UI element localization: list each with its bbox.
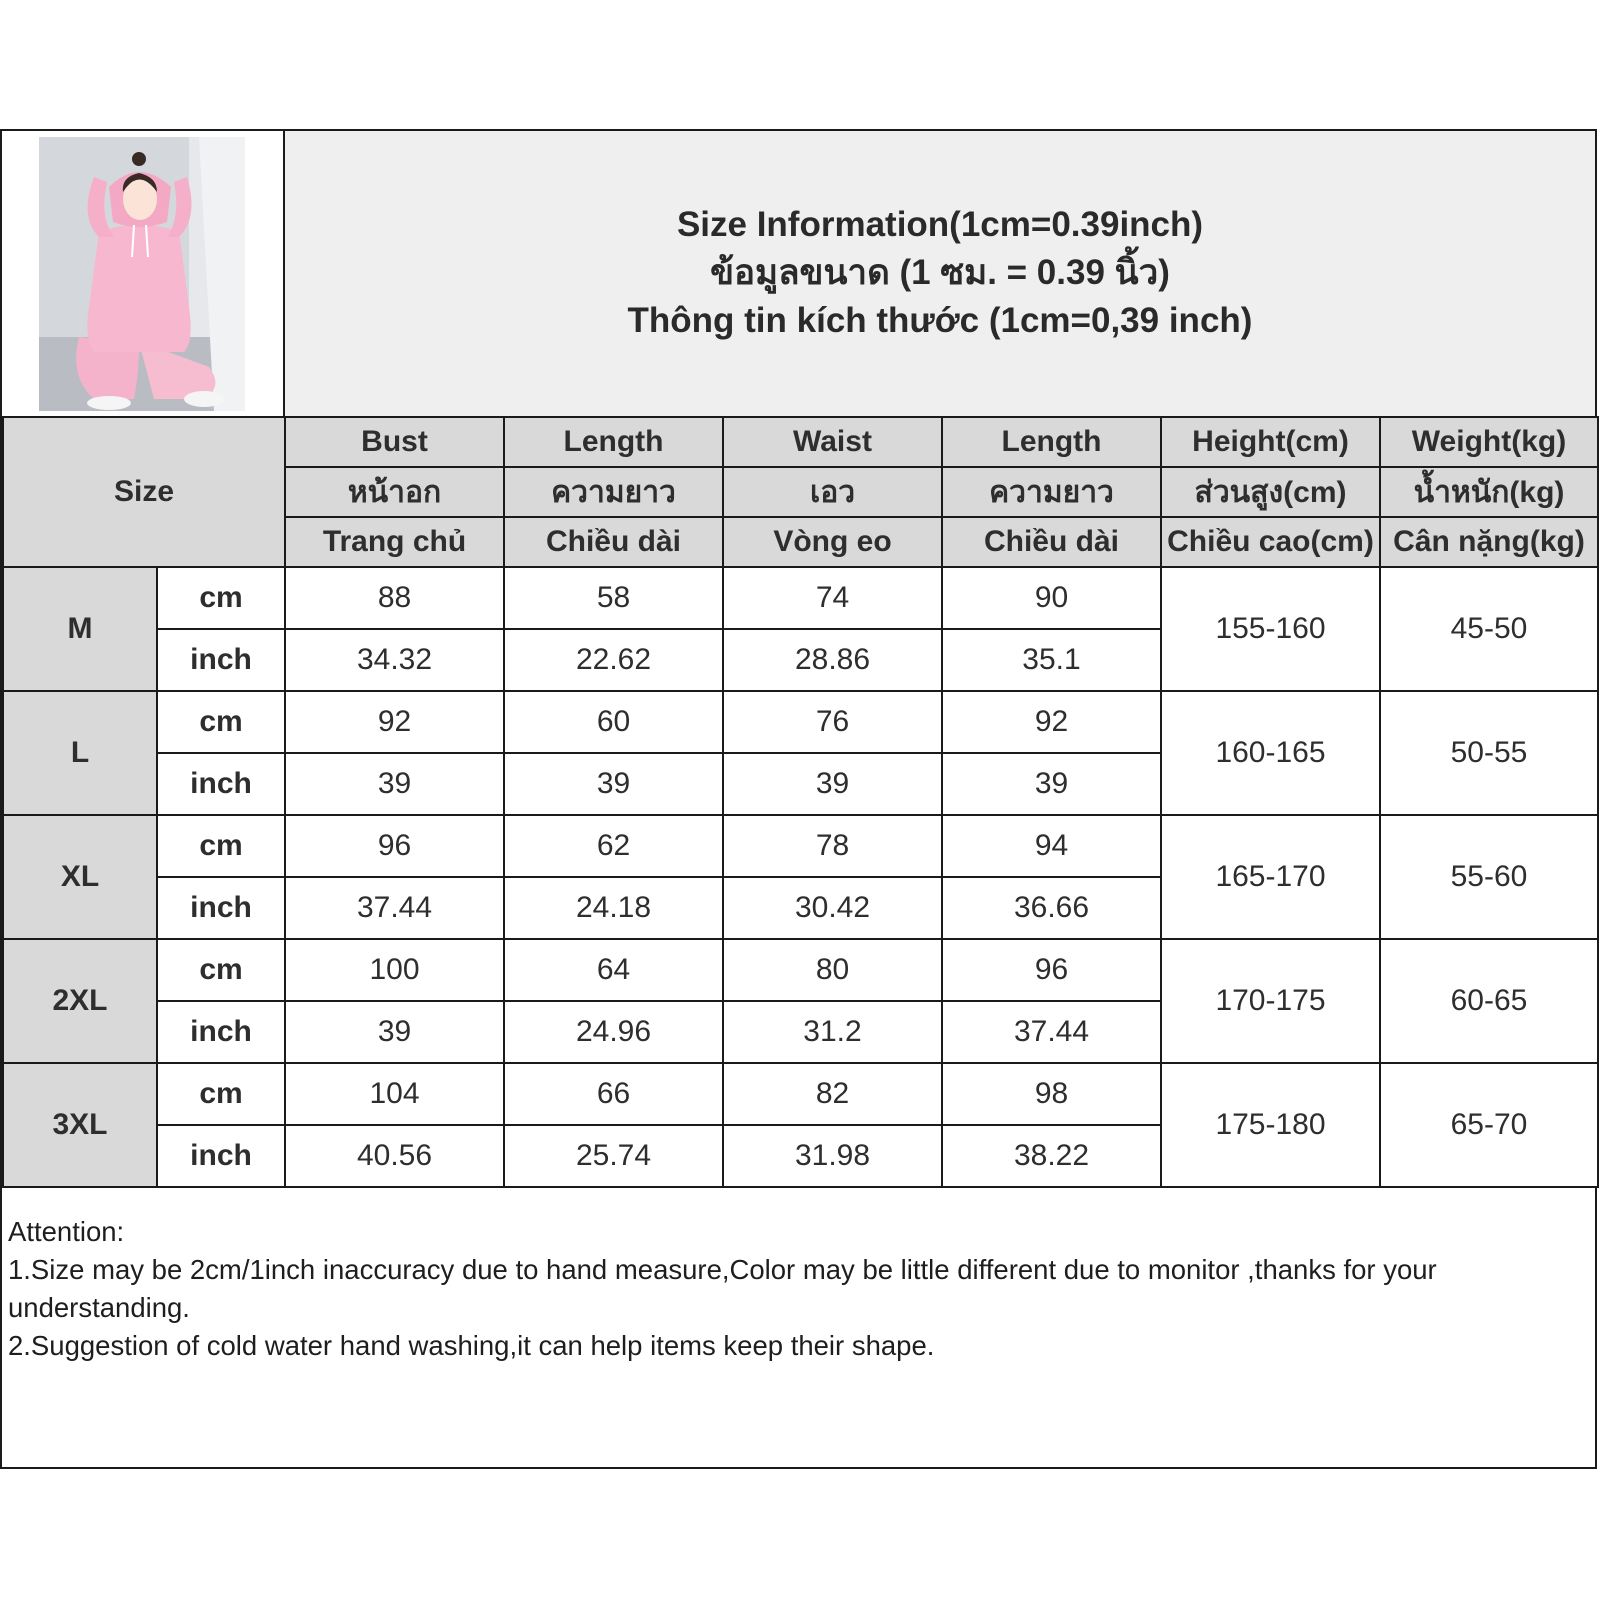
height-range: 165-170	[1161, 815, 1380, 939]
length2-cm: 92	[942, 691, 1161, 753]
size-table	[2, 416, 1599, 1188]
waist-cm: 80	[723, 939, 942, 1001]
bust-cm: 104	[285, 1063, 504, 1125]
col-bust-th: หน้าอก	[285, 467, 504, 517]
length-cm: 64	[504, 939, 723, 1001]
col-waist-vi: Vòng eo	[723, 517, 942, 567]
unit-cm: cm	[157, 815, 285, 877]
title-cell	[285, 131, 1595, 416]
col-length2-en: Length	[942, 417, 1161, 467]
weight-range: 60-65	[1380, 939, 1598, 1063]
unit-cm: cm	[157, 691, 285, 753]
bust-inch: 40.56	[285, 1125, 504, 1187]
col-length-th: ความยาว	[504, 467, 723, 517]
col-height-vi: Chiều cao(cm)	[1161, 517, 1380, 567]
unit-inch: inch	[157, 1125, 285, 1187]
length2-cm: 96	[942, 939, 1161, 1001]
header-row-english	[3, 417, 1598, 467]
unit-inch: inch	[157, 753, 285, 815]
height-range: 160-165	[1161, 691, 1380, 815]
length-inch: 39	[504, 753, 723, 815]
length-cm: 66	[504, 1063, 723, 1125]
model-photo	[39, 137, 245, 411]
bust-cm: 96	[285, 815, 504, 877]
unit-cm: cm	[157, 1063, 285, 1125]
col-length-vi: Chiều dài	[504, 517, 723, 567]
col-weight-th: น้ำหนัก(kg)	[1380, 467, 1598, 517]
waist-inch: 31.98	[723, 1125, 942, 1187]
height-range: 170-175	[1161, 939, 1380, 1063]
waist-cm: 76	[723, 691, 942, 753]
unit-cm: cm	[157, 567, 285, 629]
title-vietnamese: Thông tin kích thước (1cm=0,39 inch)	[627, 301, 1253, 340]
length2-cm: 94	[942, 815, 1161, 877]
size-label: 2XL	[3, 939, 157, 1063]
waist-inch: 30.42	[723, 877, 942, 939]
length-cm: 62	[504, 815, 723, 877]
size-label: 3XL	[3, 1063, 157, 1187]
length2-inch: 35.1	[942, 629, 1161, 691]
notes-heading: Attention:	[8, 1216, 125, 1247]
length2-inch: 39	[942, 753, 1161, 815]
size-column-title: Size	[3, 417, 285, 567]
col-length-en: Length	[504, 417, 723, 467]
waist-cm: 78	[723, 815, 942, 877]
table-row	[3, 939, 1598, 1001]
unit-inch: inch	[157, 1001, 285, 1063]
weight-range: 65-70	[1380, 1063, 1598, 1187]
bust-inch: 37.44	[285, 877, 504, 939]
length-inch: 22.62	[504, 629, 723, 691]
length2-inch: 38.22	[942, 1125, 1161, 1187]
attention-notes	[8, 1213, 1580, 1365]
table-row	[3, 1063, 1598, 1125]
col-waist-en: Waist	[723, 417, 942, 467]
length2-cm: 98	[942, 1063, 1161, 1125]
col-bust-en: Bust	[285, 417, 504, 467]
bust-inch: 39	[285, 1001, 504, 1063]
note-item-1: 1.Size may be 2cm/1inch inaccuracy due to hand measure,Color may be little different due to monitor ,thanks for your understanding.	[8, 1254, 1437, 1323]
bust-cm: 88	[285, 567, 504, 629]
weight-range: 45-50	[1380, 567, 1598, 691]
note-item-2: 2.Suggestion of cold water hand washing,it can help items keep their shape.	[8, 1330, 935, 1361]
unit-inch: inch	[157, 877, 285, 939]
length-inch: 25.74	[504, 1125, 723, 1187]
bust-cm: 92	[285, 691, 504, 753]
col-weight-vi: Cân nặng(kg)	[1380, 517, 1598, 567]
length-cm: 60	[504, 691, 723, 753]
unit-inch: inch	[157, 629, 285, 691]
height-range: 175-180	[1161, 1063, 1380, 1187]
length-inch: 24.18	[504, 877, 723, 939]
size-label: M	[3, 567, 157, 691]
col-waist-th: เอว	[723, 467, 942, 517]
table-row	[3, 691, 1598, 753]
length2-inch: 36.66	[942, 877, 1161, 939]
size-label: XL	[3, 815, 157, 939]
col-height-th: ส่วนสูง(cm)	[1161, 467, 1380, 517]
bust-inch: 34.32	[285, 629, 504, 691]
weight-range: 50-55	[1380, 691, 1598, 815]
waist-inch: 31.2	[723, 1001, 942, 1063]
title-english: Size Information(1cm=0.39inch)	[676, 205, 1204, 244]
photo-cell	[2, 131, 285, 416]
col-length2-th: ความยาว	[942, 467, 1161, 517]
length-inch: 24.96	[504, 1001, 723, 1063]
unit-cm: cm	[157, 939, 285, 1001]
col-bust-vi: Trang chủ	[285, 517, 504, 567]
weight-range: 55-60	[1380, 815, 1598, 939]
bust-inch: 39	[285, 753, 504, 815]
length2-inch: 37.44	[942, 1001, 1161, 1063]
bust-cm: 100	[285, 939, 504, 1001]
title-thai: ข้อมูลขนาด (1 ซม. = 0.39 นิ้ว)	[710, 253, 1170, 292]
col-height-en: Height(cm)	[1161, 417, 1380, 467]
waist-inch: 39	[723, 753, 942, 815]
table-row	[3, 567, 1598, 629]
waist-cm: 82	[723, 1063, 942, 1125]
waist-inch: 28.86	[723, 629, 942, 691]
col-weight-en: Weight(kg)	[1380, 417, 1598, 467]
size-label: L	[3, 691, 157, 815]
col-length2-vi: Chiều dài	[942, 517, 1161, 567]
table-row	[3, 815, 1598, 877]
length2-cm: 90	[942, 567, 1161, 629]
length-cm: 58	[504, 567, 723, 629]
height-range: 155-160	[1161, 567, 1380, 691]
waist-cm: 74	[723, 567, 942, 629]
